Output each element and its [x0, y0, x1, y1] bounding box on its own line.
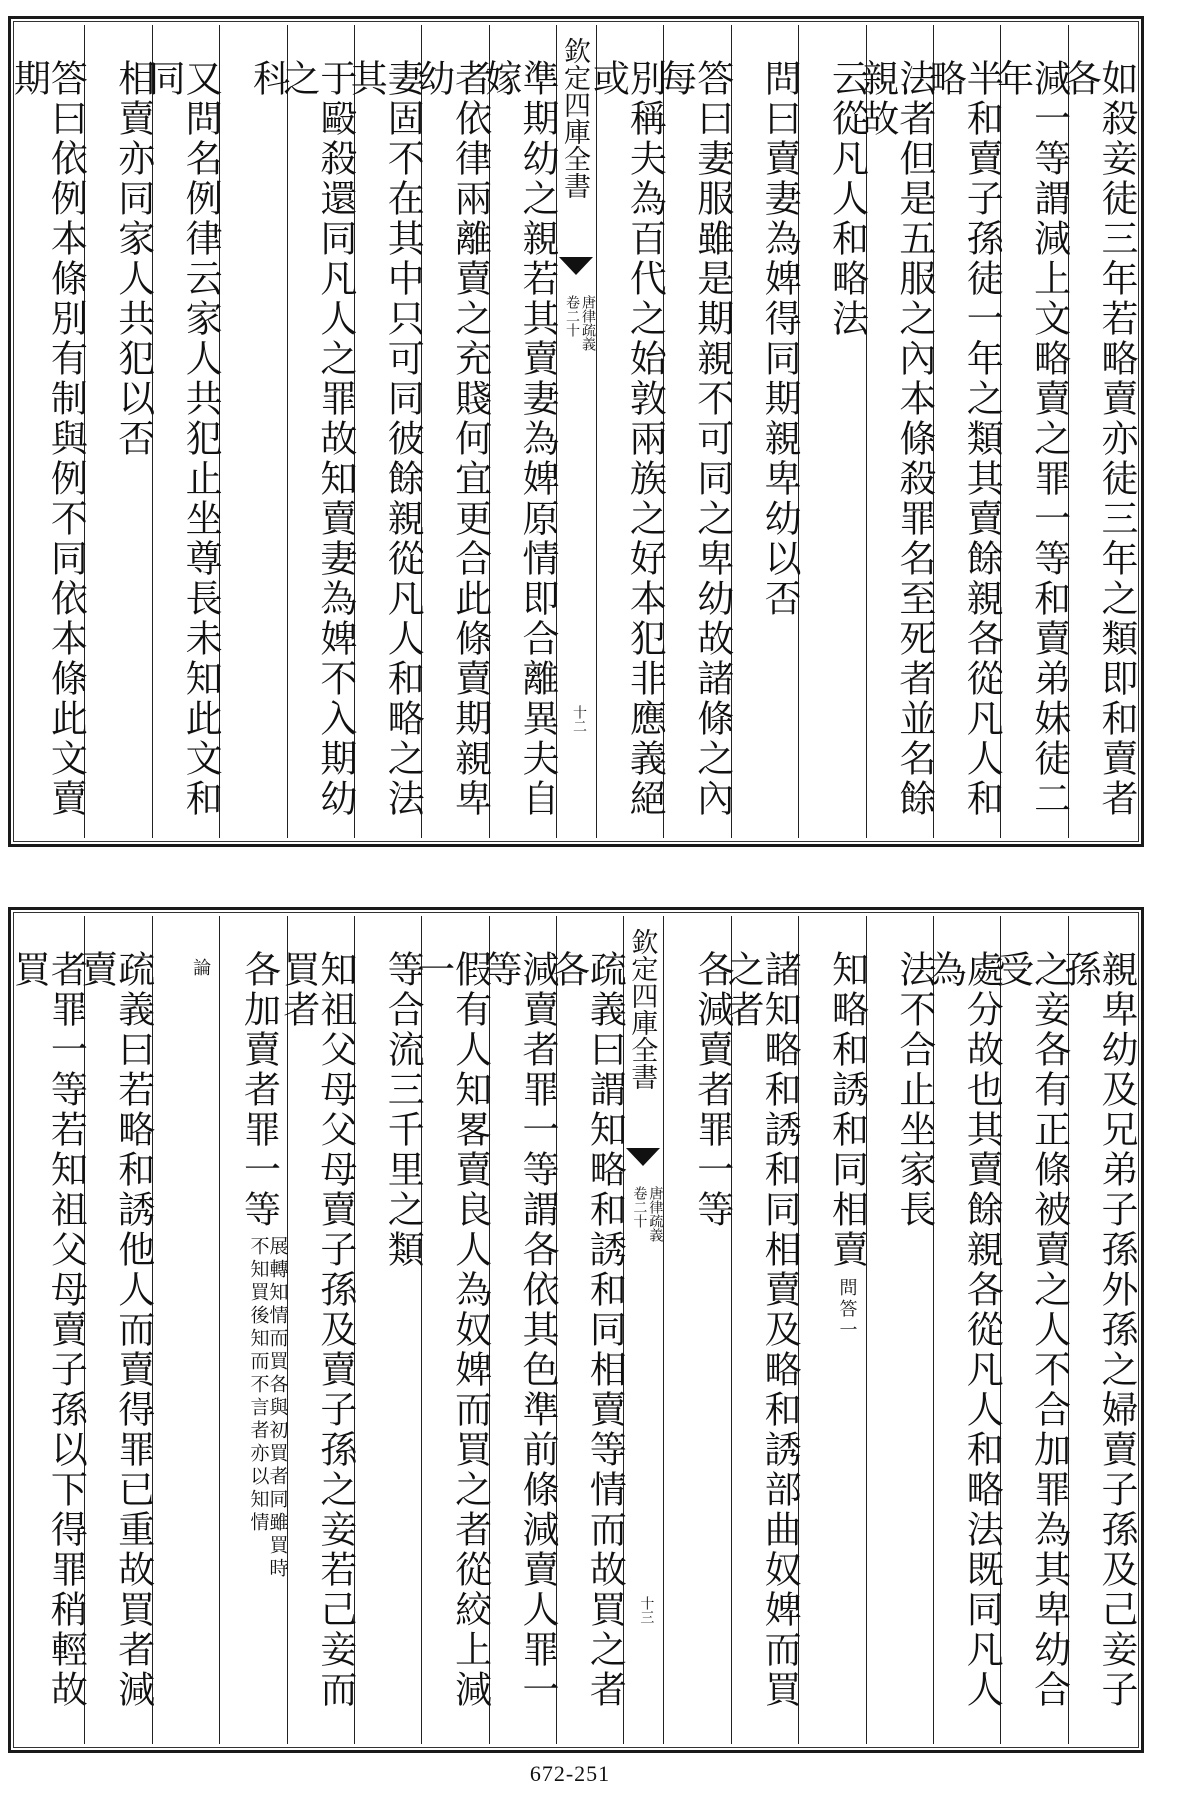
column-text: 答曰妻服雖是期親不可同之卑幼故諸條之內每 [653, 59, 734, 819]
column-text: 云從凡人和略法 [825, 59, 869, 339]
bottom-text-column [354, 916, 425, 1744]
fishtail-mark [559, 257, 593, 279]
top-text-column [923, 25, 1004, 838]
column-text: 諸知略和誘和同相賣及略和誘部曲奴婢而買之者 [721, 950, 802, 1710]
column-text: 疏義曰若略和誘他人而賣得罪已重故買者減賣 [74, 950, 155, 1710]
text-columns-top [7, 25, 1138, 838]
interlinear-note: 展轉知情而買各與初買者同雖買時不知買後知而不言者亦以知情 [247, 1236, 289, 1581]
top-text-column [653, 25, 734, 838]
top-text-column [84, 25, 155, 838]
top-text-column [142, 25, 223, 838]
column-text: 科 [246, 59, 290, 99]
column-text: 于毆殺還同凡人之罪故知賣妻為婢不入期幼之 [276, 59, 357, 819]
column-text: 等合流三千里之類 [381, 950, 425, 1270]
top-text-column [411, 25, 492, 838]
top-text-column [219, 25, 290, 838]
bottom-text-column [276, 916, 357, 1744]
top-text-column [1058, 25, 1138, 838]
column-text: 法者但是五服之內本條殺罪名至死者並名餘親故 [855, 59, 936, 819]
column-text: 各加賣者罪一等 [237, 950, 281, 1230]
leaf-number: 十三 [638, 1596, 655, 1624]
column-text: 假有人知畧賣良人為奴婢而買之者從絞上減一 [411, 950, 492, 1710]
bottom-text-column [219, 916, 289, 1744]
text-columns-bottom [7, 916, 1138, 1744]
bottom-text-column [152, 916, 219, 1744]
column-text: 各減賣者罪一等 [690, 950, 734, 1230]
bottom-text-column [663, 916, 734, 1744]
volume-label: 卷二十 [631, 1186, 648, 1228]
page-number: 672-251 [529, 1761, 611, 1786]
bottom-text-column [74, 916, 155, 1744]
top-text-column [7, 25, 88, 838]
column-text: 如殺妾徒三年若略賣亦徒三年之類即和賣者各 [1058, 59, 1138, 819]
column-text: 之妾各有正條被賣之人不合加罪為其卑幼合受 [990, 950, 1071, 1710]
center-fold-header [556, 25, 596, 838]
section-tag: 論 [190, 958, 212, 979]
fishtail-mark [626, 1148, 660, 1170]
top-text-column [479, 25, 559, 838]
bottom-text-column [798, 916, 869, 1744]
top-text-column [798, 25, 869, 838]
collection-title: 欽定四庫全書 [626, 928, 658, 1090]
top-text-column [276, 25, 357, 838]
bottom-text-column [721, 916, 802, 1744]
bottom-text-column [1058, 916, 1138, 1744]
column-text: 親卑幼及兄弟子孫外孫之婦賣子孫及己妾子孫 [1058, 950, 1138, 1710]
column-text: 減賣者罪一等謂各依其色準前條減賣人罪一等 [479, 950, 559, 1710]
top-text-column [731, 25, 802, 838]
column-text: 別稱夫為百代之始敦兩族之好本犯非應義絕或 [586, 59, 667, 819]
column-text: 者罪一等若知祖父母賣子孫以下得罪稍輕故買 [7, 950, 88, 1710]
top-text-column [990, 25, 1071, 838]
column-text: 減一等謂減上文略賣之罪一等和賣弟妹徒二年 [990, 59, 1071, 819]
bottom-text-column [990, 916, 1071, 1744]
center-fold-header [623, 916, 663, 1744]
section-tag: 問答一 [836, 1278, 858, 1341]
column-text: 知祖父母父母賣子孫及賣子孫之妾若己妾而買者 [276, 950, 357, 1710]
column-text: 知略和誘和同相賣 [825, 950, 869, 1270]
bottom-text-column [923, 916, 1004, 1744]
bottom-text-column [479, 916, 559, 1744]
column-text: 者依律兩離賣之充賤何宜更合此條賣期親卑幼 [411, 59, 492, 819]
top-text-column [344, 25, 425, 838]
column-text: 處分故也其賣餘親各從凡人和略法既同凡人為 [923, 950, 1004, 1710]
leaf-number: 十二 [571, 705, 587, 733]
column-text: 答曰依例本條別有制與例不同依本條此文賣期 [7, 59, 88, 819]
bottom-text-column [7, 916, 88, 1744]
column-text: 又問名例律云家人共犯止坐尊長未知此文和同 [142, 59, 223, 819]
column-text: 準期幼之親若其賣妻為婢原情即合離異夫自嫁 [479, 59, 559, 819]
column-text: 疏義曰謂知略和誘和同相賣等情而故買之者各 [546, 950, 627, 1710]
book-title: 唐律疏義 [647, 1186, 664, 1242]
column-text: 相賣亦同家人共犯以否 [111, 59, 155, 459]
volume-label: 卷二十 [564, 295, 580, 337]
bottom-text-column [411, 916, 492, 1744]
page-panel-top [8, 16, 1144, 847]
bottom-text-column [866, 916, 936, 1744]
bottom-text-column [546, 916, 627, 1744]
column-text: 妻固不在其中只可同彼餘親從凡人和略之法其 [344, 59, 425, 819]
top-text-column [855, 25, 936, 838]
column-text: 問曰賣妻為婢得同期親卑幼以否 [758, 59, 802, 619]
page-panel-bottom [8, 907, 1144, 1753]
collection-title: 欽定四庫全書 [559, 37, 590, 199]
book-title: 唐律疏義 [580, 295, 596, 351]
column-text: 法不合止坐家長 [892, 950, 936, 1230]
column-text: 半和賣子孫徒一年之類其賣餘親各從凡人和略 [923, 59, 1004, 819]
